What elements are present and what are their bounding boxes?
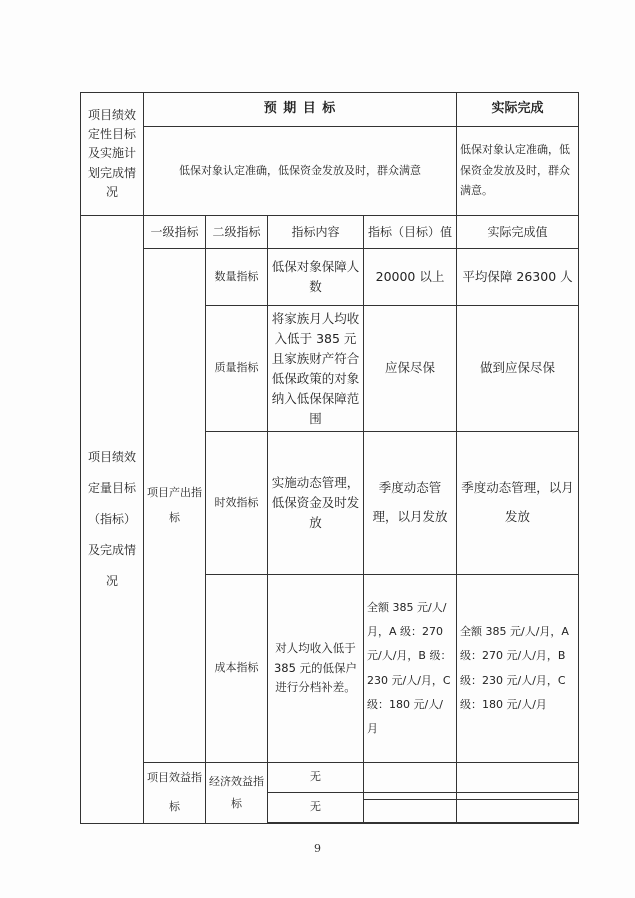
col-target-header: 指标（目标）值 xyxy=(364,216,457,249)
row-content: 将家族月人均收入低于 385 元且家族财产符合低保政策的对象纳入低保保障范围 xyxy=(268,306,364,432)
benefit-target xyxy=(364,800,457,823)
benefit-actual xyxy=(457,793,579,800)
col-content-header: 指标内容 xyxy=(268,216,364,249)
benefit-content: 无 xyxy=(268,763,364,793)
row-actual: 季度动态管理，以月发放 xyxy=(457,432,579,575)
row-content: 实施动态管理，低保资金及时发放 xyxy=(268,432,364,575)
col-level2-header: 二级指标 xyxy=(206,216,268,249)
expected-goal-header: 预 期 目 标 xyxy=(144,93,457,127)
actual-completion-header: 实际完成 xyxy=(457,93,579,127)
row-level2: 数量指标 xyxy=(206,249,268,306)
column-header-row xyxy=(81,216,579,249)
table-row xyxy=(81,763,579,793)
benefit-target xyxy=(364,793,457,800)
benefit-actual xyxy=(457,763,579,793)
row-content: 低保对象保障人数 xyxy=(268,249,364,306)
table-row xyxy=(81,249,579,306)
benefit-indicator-group: 项目效益指标 xyxy=(144,763,206,824)
qualitative-actual: 低保对象认定准确，低保资金发放及时，群众满意。 xyxy=(457,127,579,216)
page-number: 9 xyxy=(314,842,321,855)
row-target: 季度动态管理，以月发放 xyxy=(364,432,457,575)
row-actual: 全额 385 元/人/月，A 级：270 元/人/月，B 级：230 元/人/月，C 级：180 元/人/月 xyxy=(457,575,579,763)
row-content: 对人均收入低于 385 元的低保户进行分档补差。 xyxy=(268,575,364,763)
benefit-actual xyxy=(457,800,579,823)
qualitative-expected: 低保对象认定准确，低保资金发放及时，群众满意 xyxy=(144,127,457,216)
row-actual: 平均保障 26300 人 xyxy=(457,249,579,306)
row-target: 20000 以上 xyxy=(364,249,457,306)
row-actual: 做到应保尽保 xyxy=(457,306,579,432)
performance-table xyxy=(80,92,579,824)
benefit-target xyxy=(364,763,457,793)
quantitative-label: 项目绩效定量目标（指标）及完成情况 xyxy=(81,216,144,824)
benefit-content: 无 xyxy=(268,793,364,823)
table-bottom-edge xyxy=(268,823,579,824)
qualitative-row xyxy=(81,127,579,216)
qualitative-label: 项目绩效定性目标及实施计划完成情况 xyxy=(81,93,144,216)
table-header-row xyxy=(81,93,579,127)
row-level2: 成本指标 xyxy=(206,575,268,763)
col-actual-header: 实际完成值 xyxy=(457,216,579,249)
col-level1-header: 一级指标 xyxy=(144,216,206,249)
benefit-level2: 经济效益指标 xyxy=(206,763,268,824)
row-target: 应保尽保 xyxy=(364,306,457,432)
row-target: 全额 385 元/人/月，A 级：270 元/人/月，B 级：230 元/人/月，C 级：180 元/人/月 xyxy=(364,575,457,763)
row-level2: 质量指标 xyxy=(206,306,268,432)
output-indicator-group: 项目产出指标 xyxy=(144,249,206,763)
row-level2: 时效指标 xyxy=(206,432,268,575)
